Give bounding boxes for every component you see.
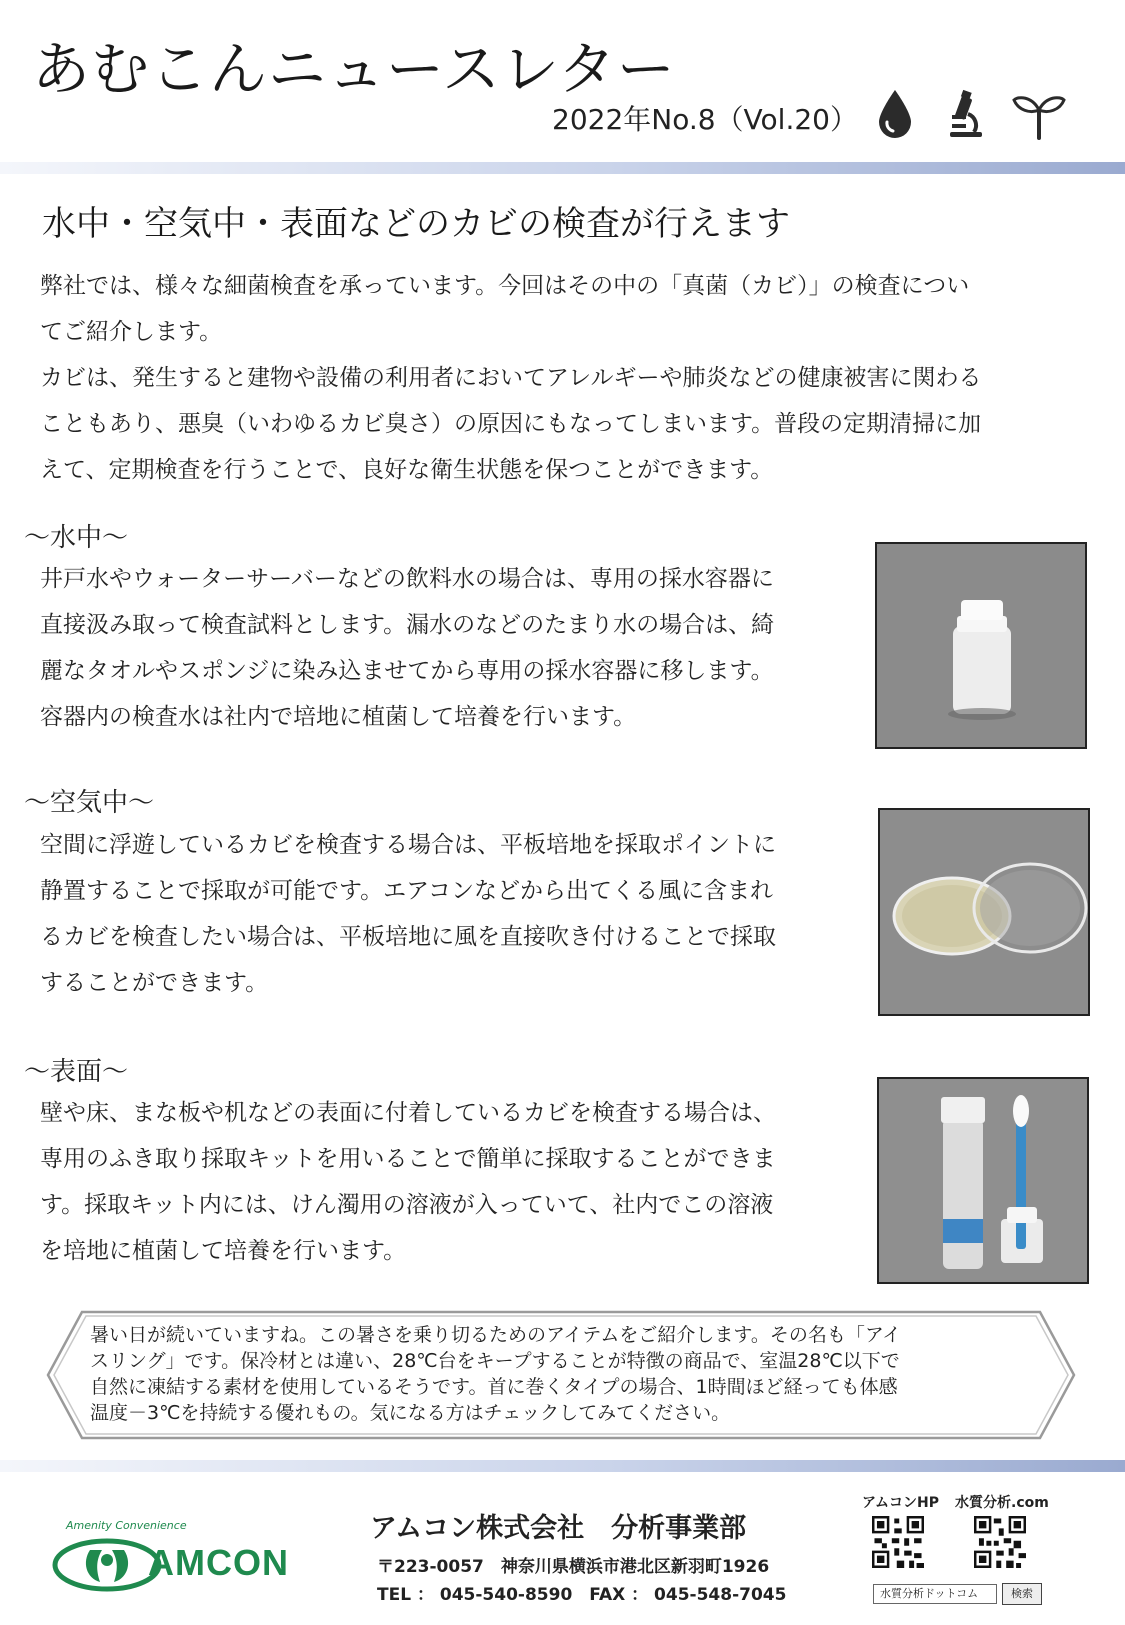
section-line: することができます。 bbox=[40, 970, 269, 996]
section-heading-surface: ～表面～ bbox=[24, 1057, 129, 1087]
newsletter-title: あむこんニュースレター bbox=[32, 35, 676, 103]
intro-line: えて、定期検査を行うことで、良好な衛生状態を保つことができます。 bbox=[40, 457, 774, 483]
brand-name: AMCON bbox=[148, 1542, 289, 1583]
section-line: す。採取キット内には、けん濁用の溶液が入っていて、社内でこの溶液 bbox=[40, 1192, 774, 1218]
seasonal-callout bbox=[46, 1310, 1076, 1440]
section-line: 壁や床、まな板や机などの表面に付着しているカビを検査する場合は、 bbox=[40, 1100, 776, 1126]
section-line: るカビを検査したい場合は、平板培地に風を直接吹き付けることで採取 bbox=[40, 924, 776, 950]
header-divider bbox=[0, 162, 1125, 174]
qr-label-homepage: アムコンHP bbox=[862, 1495, 939, 1511]
water-drop-icon bbox=[874, 88, 916, 140]
microscope-icon bbox=[944, 88, 986, 140]
section-heading-air: ～空気中～ bbox=[24, 788, 155, 818]
callout-line: 暑い日が続いていますね。この暑さを乗り切るためのアイテムをご紹介します。その名も「アイ bbox=[90, 1324, 902, 1346]
section-body-water bbox=[40, 556, 850, 740]
section-line: 容器内の検査水は社内で培地に植菌して培養を行います。 bbox=[40, 704, 637, 730]
qr-code-homepage-icon[interactable] bbox=[872, 1516, 924, 1568]
logo-tagline: Amenity Convenience bbox=[66, 1519, 187, 1532]
section-line: 専用のふき取り採取キットを用いることで簡単に採取することができま bbox=[40, 1146, 776, 1172]
search-button[interactable]: 検索 bbox=[1002, 1583, 1042, 1605]
intro-paragraph bbox=[40, 263, 1080, 493]
section-line: 空間に浮遊しているカビを検査する場合は、平板培地を採取ポイントに bbox=[40, 832, 776, 858]
section-body-surface bbox=[40, 1090, 850, 1274]
agar-plate-photo bbox=[878, 808, 1090, 1016]
swab-kit-photo bbox=[877, 1077, 1089, 1284]
section-line: 麗なタオルやスポンジに染み込ませてから専用の採水容器に移します。 bbox=[40, 658, 774, 684]
intro-line: 弊社では、様々な細菌検査を承っています。今回はその中の「真菌（カビ）」の検査につい bbox=[40, 273, 970, 299]
article-headline: 水中・空気中・表面などのカビの検査が行えます bbox=[42, 204, 790, 244]
company-phone: TEL ： 045-540-8590 FAX ： 045-548-7045 bbox=[377, 1585, 787, 1605]
issue-number: 2022年No.8（Vol.20） bbox=[552, 103, 858, 136]
section-body-air bbox=[40, 822, 850, 1006]
intro-line: てご紹介します。 bbox=[40, 319, 223, 345]
search-input[interactable]: 水質分析ドットコム bbox=[873, 1584, 997, 1604]
intro-line: こともあり、悪臭（いわゆるカビ臭さ）の原因にもなってしまいます。普段の定期清掃に加 bbox=[40, 411, 982, 437]
company-address: 〒223-0057 神奈川県横浜市港北区新羽町1926 bbox=[377, 1557, 770, 1577]
section-line: 静置することで採取が可能です。エアコンなどから出てくる風に含まれ bbox=[40, 878, 774, 904]
qr-label-water-analysis: 水質分析.com bbox=[955, 1495, 1049, 1511]
callout-line: 自然に凍結する素材を使用しているそうです。首に巻くタイプの場合、1時間ほど経っても体感 bbox=[90, 1376, 898, 1398]
intro-line: カビは、発生すると建物や設備の利用者においてアレルギーや肺炎などの健康被害に関わる bbox=[40, 365, 982, 391]
qr-code-water-analysis-icon[interactable] bbox=[974, 1516, 1026, 1568]
section-line: 井戸水やウォーターサーバーなどの飲料水の場合は、専用の採水容器に bbox=[40, 566, 774, 592]
water-sample-bottle-photo bbox=[875, 542, 1087, 749]
section-line: 直接汲み取って検査試料とします。漏水のなどのたまり水の場合は、綺 bbox=[40, 612, 775, 638]
company-name: アムコン株式会社 分析事業部 bbox=[370, 1513, 747, 1544]
callout-line: スリング」です。保冷材とは違い、28℃台をキープすることが特徴の商品で、室温28℃以下で bbox=[90, 1350, 900, 1372]
callout-line: 温度－3℃を持続する優れもの。気になる方はチェックしてみてください。 bbox=[90, 1402, 731, 1424]
section-heading-water: ～水中～ bbox=[24, 523, 129, 553]
footer-divider bbox=[0, 1460, 1125, 1472]
section-line: を培地に植菌して培養を行います。 bbox=[40, 1238, 407, 1264]
callout-text bbox=[90, 1322, 1050, 1426]
sprout-icon bbox=[1012, 88, 1066, 140]
